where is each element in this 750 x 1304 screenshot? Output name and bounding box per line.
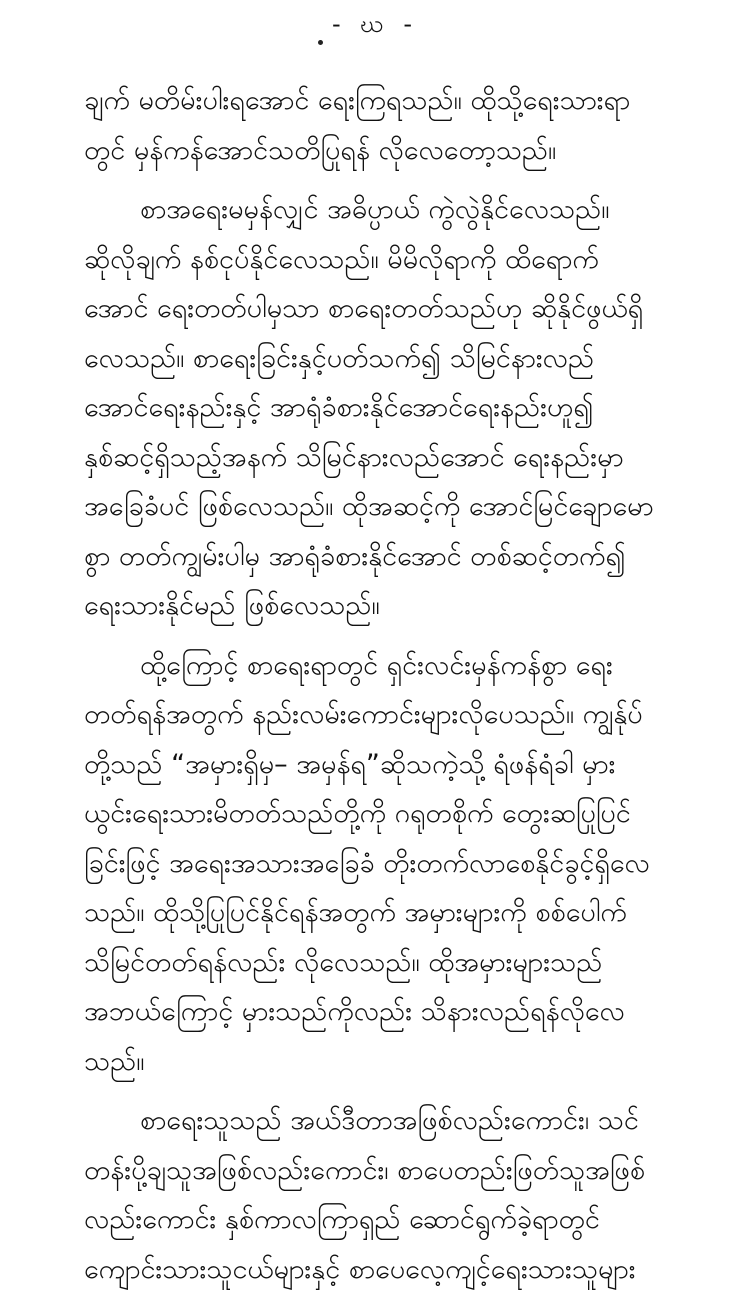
text-line: တို့သည် “အမှားရှိမှ– အမှန်ရ”ဆိုသကဲ့သို့ ရံဖန်ရံခါ မှား [84, 748, 616, 780]
page-number: - ဃ - [332, 10, 418, 38]
text-line: သိမြင်တတ်ရန်လည်း လိုလေသည်။ ထိုအမှားများသည် [84, 946, 603, 978]
text-line: အောင် ရေးတတ်ပါမှသာ စာရေးတတ်သည်ဟု ဆိုနိုင်ဖွယ်ရှိ [84, 293, 644, 324]
paragraph [84, 1096, 664, 1294]
text-line: စာရေးသူသည် အယ်ဒီတာအဖြစ်လည်းကောင်း၊ သင် [140, 1105, 639, 1136]
text-line: အခြေခံပင် ဖြစ်လေသည်။ ထိုအဆင့်ကို အောင်မြင်ချောမော [84, 491, 654, 522]
text-line: စာအရေးမမှန်လျှင် အဓိပ္ပာယ် ကွဲလွဲနိုင်လေသည်။ [140, 194, 610, 225]
paragraph [84, 641, 664, 1087]
text-line: အောင်ရေးနည်းနှင့် အာရုံခံစားနိုင်အောင်ရေးနည်းဟူ၍ [84, 392, 594, 423]
body-text [84, 76, 664, 1304]
text-line: ချက် မတိမ်းပါးရအောင် ရေးကြရသည်။ ထိုသို့ရေးသားရာ [84, 85, 631, 116]
text-line: အဘယ်ကြောင့် မှားသည်ကိုလည်း သိနားလည်ရန်လိုလေ [84, 996, 625, 1027]
text-line: ယွင်းရေးသားမိတတ်သည်တို့ကို ဂရုတစိုက် တွေးဆပြုပြင် [84, 798, 631, 829]
text-line: နှစ်ဆင့်ရှိသည့်အနက် သိမြင်နားလည်အောင် ရေးနည်းမှာ [84, 441, 624, 473]
paragraph [84, 185, 664, 631]
text-line: ထို့ကြောင့် စာရေးရာတွင် ရှင်းလင်းမှန်ကန်စွာ ရေး [140, 649, 613, 681]
text-line: ရေးသားနိုင်မည် ဖြစ်လေသည်။ [84, 590, 380, 621]
text-line: ခြင်းဖြင့် အရေးအသားအခြေခံ တိုးတက်လာစေနိုင်ခွင့်ရှိလေ [84, 847, 650, 879]
text-line: လေသည်။ စာရေးခြင်းနှင့်ပတ်သက်၍ သိမြင်နားလည် [84, 342, 595, 374]
text-line: စွာ တတ်ကျွမ်းပါမှ အာရုံခံစားနိုင်အောင် တစ်ဆင့်တက်၍ [84, 540, 626, 572]
text-line: ကျောင်းသားသူငယ်များနှင့် စာပေလေ့ကျင့်ရေးသားသူများ [84, 1253, 636, 1285]
text-line: တွင် မှန်ကန်အောင်သတိပြုရန် လိုလေတော့သည်။ [84, 134, 557, 166]
ink-speck [318, 40, 323, 45]
text-line: တတ်ရန်အတွက် နည်းလမ်းကောင်းများလိုပေသည်။ ကျွန်ုပ် [84, 699, 643, 730]
text-line: သည်။ [84, 1045, 145, 1077]
text-line: တန်းပို့ချသူအဖြစ်လည်းကောင်း၊ စာပေတည်းဖြတ်သူအဖြစ် [84, 1154, 646, 1186]
paragraph [84, 76, 664, 175]
text-line: သည်။ ထိုသို့ပြုပြင်နိုင်ရန်အတွက် အမှားများကို စစ်ပေါက် [84, 897, 627, 928]
text-line: လည်းကောင်း နှစ်ကာလကြာရှည် ဆောင်ရွက်ခဲ့ရာတွင် [84, 1204, 600, 1235]
text-line: ဆိုလိုချက် နစ်ငုပ်နိုင်လေသည်။ မိမိလိုရာကို ထိရောက် [84, 243, 599, 275]
